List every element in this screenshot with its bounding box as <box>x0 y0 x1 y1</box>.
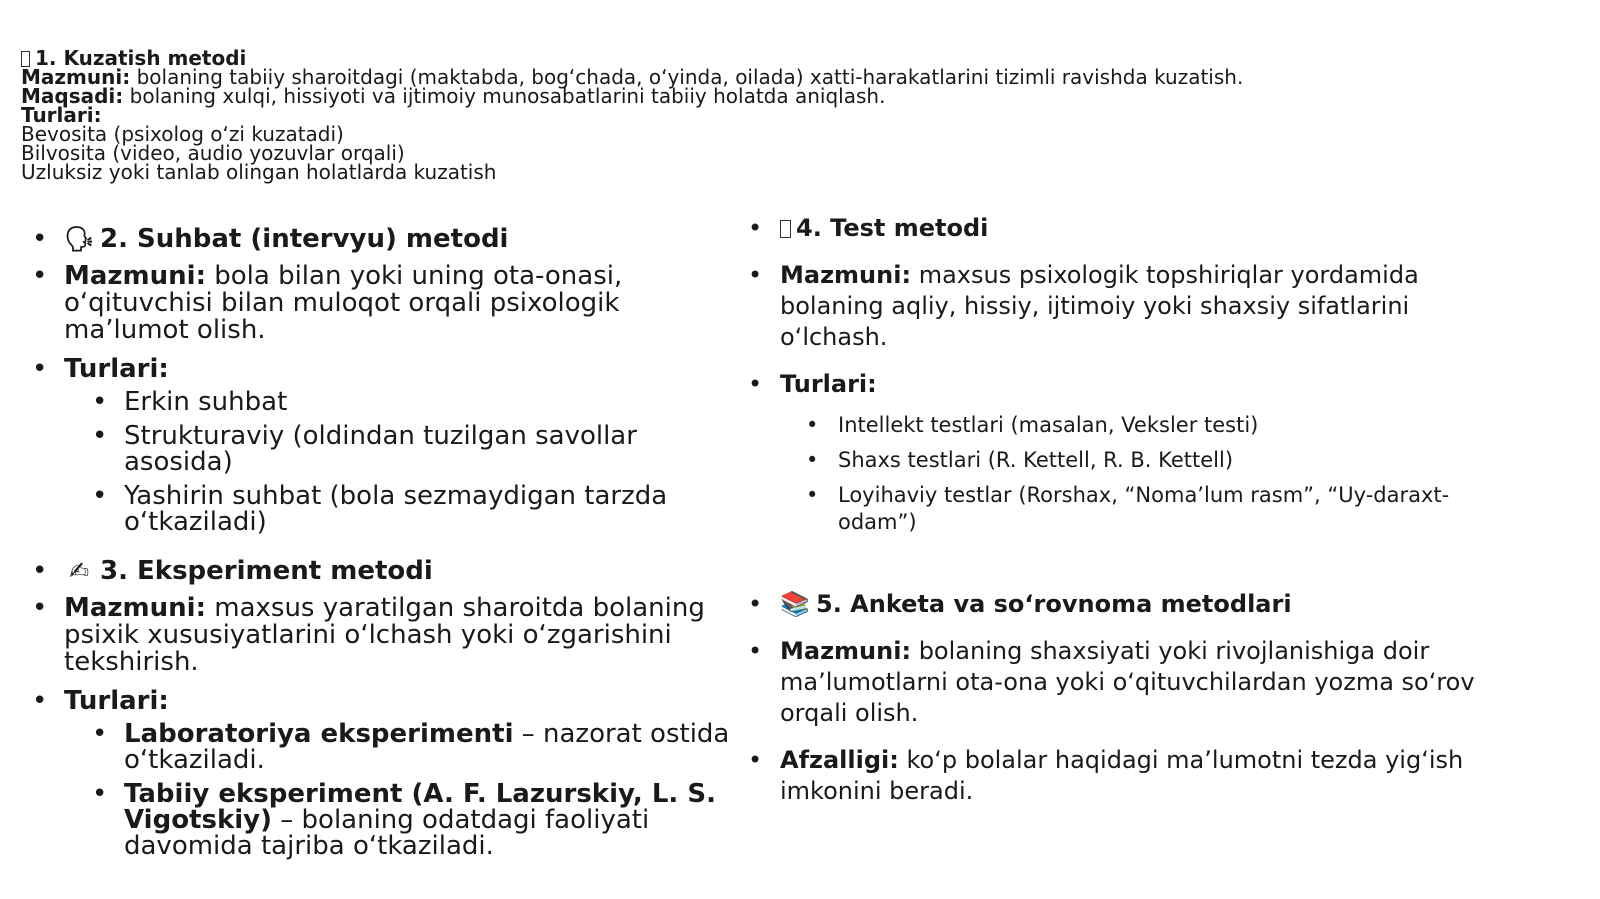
eksperiment-block <box>32 558 742 871</box>
test-type: • Loyihaviy testlar (Rorshax, “Noma’lum rasm”, “Uy-daraxt-odam”) <box>806 482 1508 536</box>
type-desc: – bolaning odatdagi faoliyati davomida tajriba o‘tkaziladi. <box>124 805 650 861</box>
eksperiment-type <box>92 781 742 859</box>
kuzatish-type: Bevosita (psixolog o‘zi kuzatadi) <box>21 122 344 146</box>
suhbat-type: • Erkin suhbat <box>92 389 732 415</box>
eksperiment-type <box>92 721 742 773</box>
kuzatish-title-text: 1. Kuzatish metodi <box>35 46 247 70</box>
afzalligi-label: Afzalligi: <box>780 746 899 774</box>
suhbat-type: • Strukturaviy (oldindan tuzilgan savollar asosida) <box>92 423 732 475</box>
turlari-label: Turlari: <box>64 686 169 716</box>
afzalligi-text: ko‘p bolalar haqidagi ma’lumotni tezda yig‘ish imkonini beradi. <box>780 746 1464 805</box>
suhbat-title-text: 2. Suhbat (intervyu) metodi <box>100 224 509 254</box>
eksperiment-mazmuni <box>32 595 742 676</box>
suhbat-mazmuni <box>32 263 732 344</box>
mazmuni-label: Mazmuni: <box>780 637 912 665</box>
eksperiment-title-text: 3. Eksperiment metodi <box>100 556 433 586</box>
eksperiment-title <box>32 558 742 585</box>
mazmuni-text: bolaning tabiiy sharoitdagi (maktabda, bog‘chada, o‘yinda, oilada) xatti-harakatlarini tizimli ravishda kuzatish. <box>130 65 1244 89</box>
books-icon: 📚 <box>780 590 810 618</box>
kuzatish-type: Bilvosita (video, audio yozuvlar orqali) <box>21 141 405 165</box>
eksperiment-turlari <box>32 688 742 859</box>
mazmuni-text: bolaning shaxsiyati yoki rivojlanishiga doir ma’lumotlarni ota-ona yoki o‘qituvchilardan yozma so‘rov orqali olish. <box>780 637 1475 727</box>
turlari-label: Turlari: <box>780 370 877 398</box>
kuzatish-block <box>21 46 1321 184</box>
test-type: • Shaxs testlari (R. Kettell, R. B. Kettell) <box>806 447 1508 474</box>
maqsadi-label: Maqsadi: <box>21 84 124 108</box>
speaking-head-icon: 🗣 <box>64 225 95 253</box>
mazmuni-text: bola bilan yoki uning ota-onasi, o‘qituvchisi bilan muloqot orqali psixologik ma’lumot olish. <box>64 261 623 345</box>
kuzatish-maqsadi <box>21 84 1321 108</box>
missing-glyph-icon <box>780 220 791 238</box>
test-title-text: 4. Test metodi <box>796 214 989 242</box>
mazmuni-label: Mazmuni: <box>780 261 912 289</box>
mazmuni-text: maxsus yaratilgan sharoitda bolaning psixik xususiyatlarini o‘lchash yoki o‘zgarishini tekshirish. <box>64 593 705 677</box>
mazmuni-label: Mazmuni: <box>64 261 206 291</box>
type-name: Laboratoriya eksperimenti <box>124 719 514 749</box>
maqsadi-text: bolaning xulqi, hissiyoti va ijtimoiy munosabatlarini tabiiy holatda aniqlash. <box>123 84 886 108</box>
suhbat-type: • Yashirin suhbat (bola sezmaydigan tarzda o‘tkaziladi) <box>92 483 732 535</box>
anketa-mazmuni <box>748 636 1478 729</box>
anketa-afzalligi <box>748 745 1478 807</box>
turlari-label: Turlari: <box>21 103 102 127</box>
kuzatish-type: Uzluksiz yoki tanlab olingan holatlarda kuzatish <box>21 160 497 184</box>
test-type: • Intellekt testlari (masalan, Veksler testi) <box>806 412 1508 439</box>
anketa-title <box>748 589 1478 620</box>
turlari-label: Turlari: <box>64 354 169 384</box>
type-desc: – nazorat ostida o‘tkaziladi. <box>124 719 730 775</box>
writing-hand-icon: ✍ <box>68 557 90 585</box>
mazmuni-label: Mazmuni: <box>64 593 206 623</box>
anketa-title-text: 5. Anketa va so‘rovnoma metodlari <box>816 590 1292 618</box>
suhbat-block <box>32 226 732 547</box>
test-mazmuni <box>748 260 1508 353</box>
type-name: Tabiiy eksperiment (A. F. Lazurskiy, L. S. Vigotskiy) <box>124 779 716 835</box>
test-block <box>748 213 1508 552</box>
suhbat-turlari <box>32 356 732 535</box>
test-title <box>748 213 1508 244</box>
anketa-block <box>748 589 1478 823</box>
mazmuni-label: Mazmuni: <box>21 65 131 89</box>
test-turlari <box>748 369 1508 536</box>
suhbat-title <box>32 226 732 253</box>
mazmuni-text: maxsus psixologik topshiriqlar yordamida bolaning aqliy, hissiy, ijtimoiy yoki shaxsiy sifatlarini o‘lchash. <box>780 261 1419 351</box>
